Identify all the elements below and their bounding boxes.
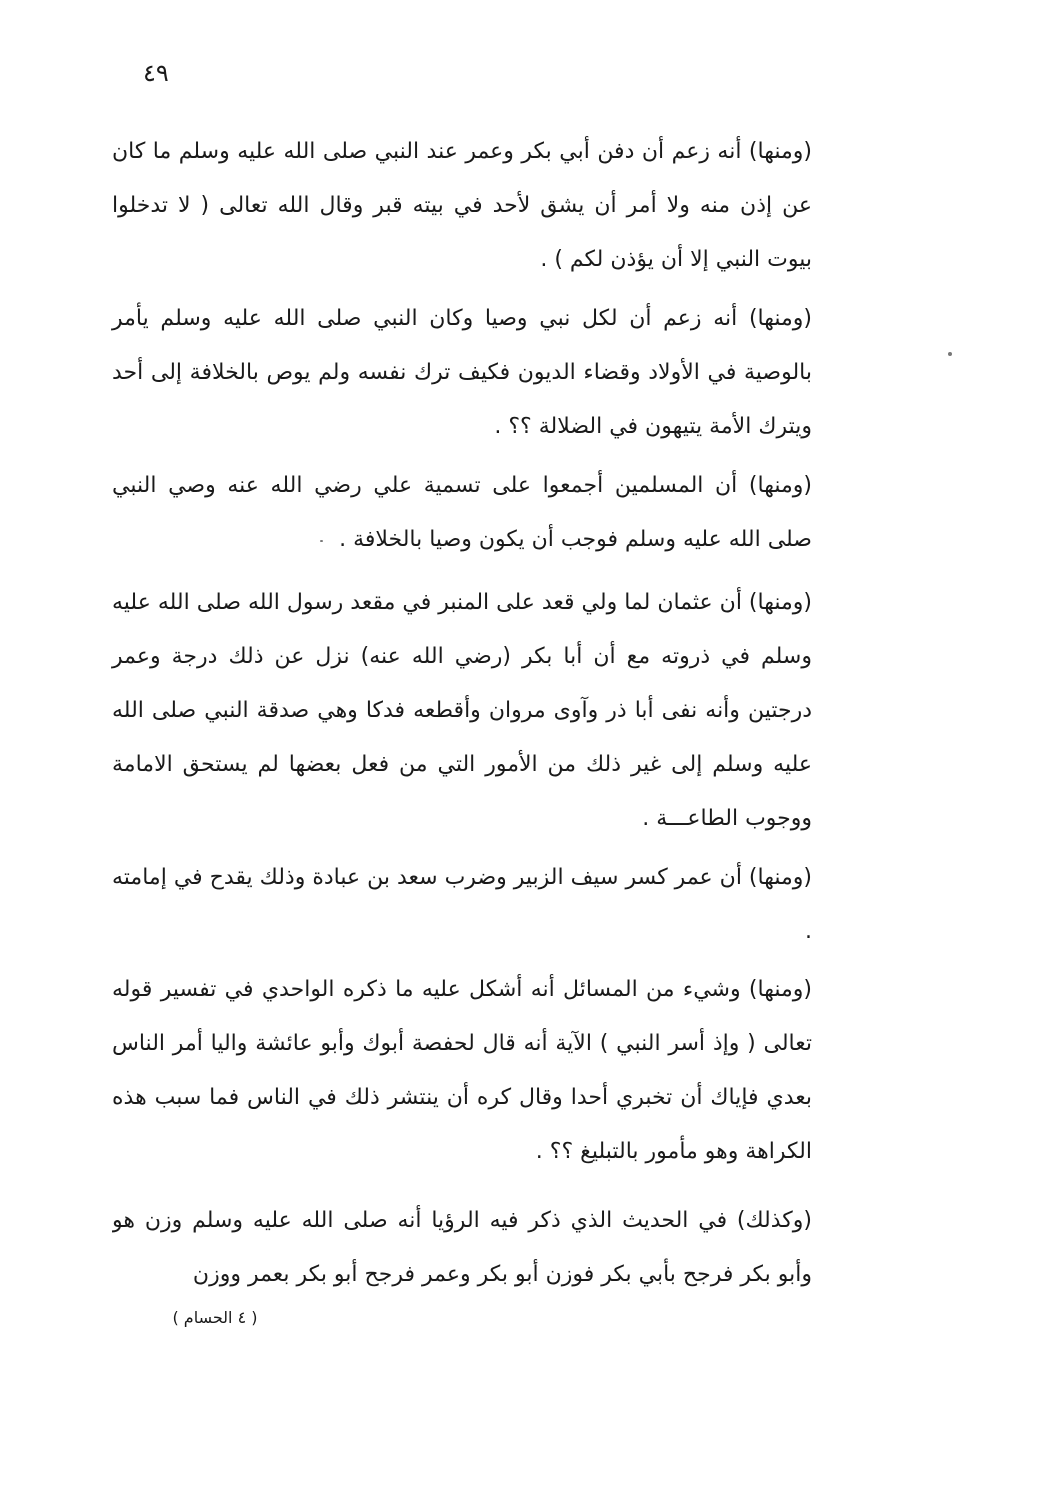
paragraph-umar: (ومنها) أن عمر كسر سيف الزبير وضرب سعد بن عبادة وذلك يقدح في إمامته . [112, 865, 812, 944]
paragraph-succession: (ومنها) أنه زعم أن لكل نبي وصيا وكان النبي صلى الله عليه وسلم يأمر بالوصية في الأولاد وقضاء الديون فكيف ترك نفسه ولم يوص بالخلافة إلى أحد ويترك الأمة يتيهون في الضلالة ؟؟ . [112, 306, 812, 439]
paragraph-uthman: (ومنها) أن عثمان لما ولي قعد على المنبر في مقعد رسول الله صلى الله عليه وسلم في ذروته مع أن أبا بكر (رضي الله عنه) نزل عن ذلك درجة وعمر درجتين وأنه نفى أبا ذر وآوى مروان وأقطعه فدكا وهي صدقة النبي صلى الله عليه وسلم إلى غير ذلك من الأمور التي من فعل بعضها لم يستحق الامامة ووجوب الطاعـــة . [111, 590, 812, 831]
paper-speck [320, 540, 323, 542]
paper-speck [948, 352, 952, 356]
paragraph-consensus: (ومنها) أن المسلمين أجمعوا على تسمية علي رضي الله عنه وصي النبي صلى الله عليه وسلم فوجب أن يكون وصيا بالخلافة . [112, 473, 812, 552]
paragraph-hafsa: (ومنها) وشيء من المسائل أنه أشكل عليه ما ذكره الواحدي في تفسير قوله تعالى ( وإذ أسر النبي ) الآية أنه قال لحفصة أبوك وأبو عائشة واليا أمر الناس بعدي فإياك أن تخبري أحدا وقال كره أن ينتشر ذلك في الناس فما سبب هذه الكراهة وهو مأمور بالتبليغ ؟؟ . [112, 977, 812, 1164]
footer-signature: ( ٤ الحسام ) [172, 1308, 258, 1327]
paragraph-burial: (ومنها) أنه زعم أن دفن أبي بكر وعمر عند النبي صلى الله عليه وسلم ما كان عن إذن منه ولا أمر أن يشق لأحد في بيته قبر وقال الله تعالى ( لا تدخلوا بيوت النبي إلا أن يؤذن لكم ) . [112, 139, 812, 272]
page-number: ٤٩ [143, 59, 169, 87]
paragraph-dream: (وكذلك) في الحديث الذي ذكر فيه الرؤيا أنه صلى الله عليه وسلم وزن هو وأبو بكر فرجح بأبي بكر فوزن أبو بكر وعمر فرجح أبو بكر بعمر ووزن [112, 1208, 812, 1287]
